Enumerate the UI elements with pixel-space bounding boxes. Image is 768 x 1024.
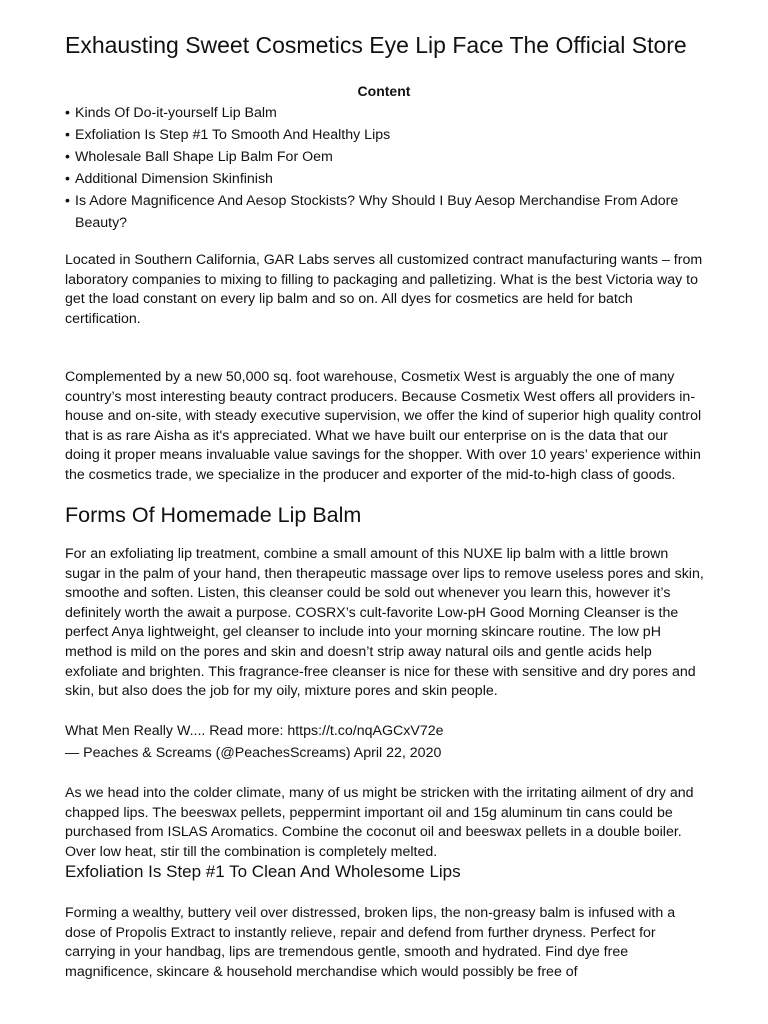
paragraph-nuxe-cleanser: For an exfoliating lip treatment, combine a small amount of this NUXE lip balm with a little brown sugar in the palm of your hand, then therapeutic massage over lips to remove useless pores and skin, smoothe and soften. Listen, this cleanser could be sold out whenever you learn this, however it’s definitely worth the await a purpose. COSRX’s cult-favorite Low-pH Good Morning Cleanser is the perfect Anya lightweight, gel cleanser to include into your morning skincare routine. The low pH method is mild on the pores and skin and doesn’t strip away natural oils and gentle acids help exfoliate and brighten. This fragrance-free cleanser is nice for these with sensitive and dry pores and skin, but also does the job for my oily, mixture pores and skin people. [65, 546, 704, 700]
toc-item: • Exfoliation Is Step #1 To Smooth And Healthy Lips [65, 124, 705, 146]
paragraph-propolis-balm: Forming a wealthy, buttery veil over distressed, broken lips, the non-greasy balm is infused with a dose of Propolis Extract to instantly relieve, repair and defend from further dryness. Perfect for carrying in your handbag, lips are tremendous gentle, smooth and hydrated. Find dye free magnificence, skincare & household merchandise which would possibly be free of [65, 905, 676, 980]
toc-item: • Kinds Of Do-it-yourself Lip Balm [65, 102, 705, 124]
section-heading-homemade-lip-balm: Forms Of Homemade Lip Balm [65, 503, 362, 527]
toc-item: • Wholesale Ball Shape Lip Balm For Oem [65, 146, 705, 168]
toc-heading: Content [357, 83, 411, 99]
paragraph-cosmetix-west: Complemented by a new 50,000 sq. foot warehouse, Cosmetix West is arguably the one of many country’s most interesting beauty contract producers. Because Cosmetix West offers all providers in-house and on-site, with steady executive supervision, we offer the kind of superior high quality control that is as rare Aisha as it's appreciated. What we have built our enterprise on is the data that our doing it proper means invaluable value savings for the shopper. With over 10 years’ experience within the cosmetics trade, we specialize in the producer and exporter of the mid-to-high class of goods. [65, 369, 702, 483]
toc-item: • Is Adore Magnificence And Aesop Stockists? Why Should I Buy Aesop Merchandise From Adore Beauty? [65, 190, 705, 234]
paragraph-gar-labs: Located in Southern California, GAR Labs serves all customized contract manufacturing wants – from laboratory companies to mixing to filling to packaging and palletizing. What is the best Victoria way to get the load constant on every lip balm and so on. All dyes for cosmetics are held for batch certification. [65, 252, 703, 327]
document-title: Exhausting Sweet Cosmetics Eye Lip Face The Official Store [65, 32, 687, 58]
tweet-attribution: — Peaches & Screams (@PeachesScreams) April 22, 2020 [65, 745, 442, 761]
tweet-text: What Men Really W.... Read more: https://t.co/nqAGCxV72e [65, 723, 444, 739]
section-heading-exfoliation: Exfoliation Is Step #1 To Clean And Wholesome Lips [65, 862, 461, 881]
paragraph-chapped-lips: As we head into the colder climate, many of us might be stricken with the irritating ailment of dry and chapped lips. The beeswax pellets, peppermint important oil and 15g aluminum tin cans could be purchased from ISLAS Aromatics. Combine the coconut oil and beeswax pellets in a double boiler. Over low heat, stir till the combination is completely melted. [65, 785, 694, 860]
table-of-contents [65, 102, 705, 234]
toc-item: • Additional Dimension Skinfinish [65, 168, 705, 190]
